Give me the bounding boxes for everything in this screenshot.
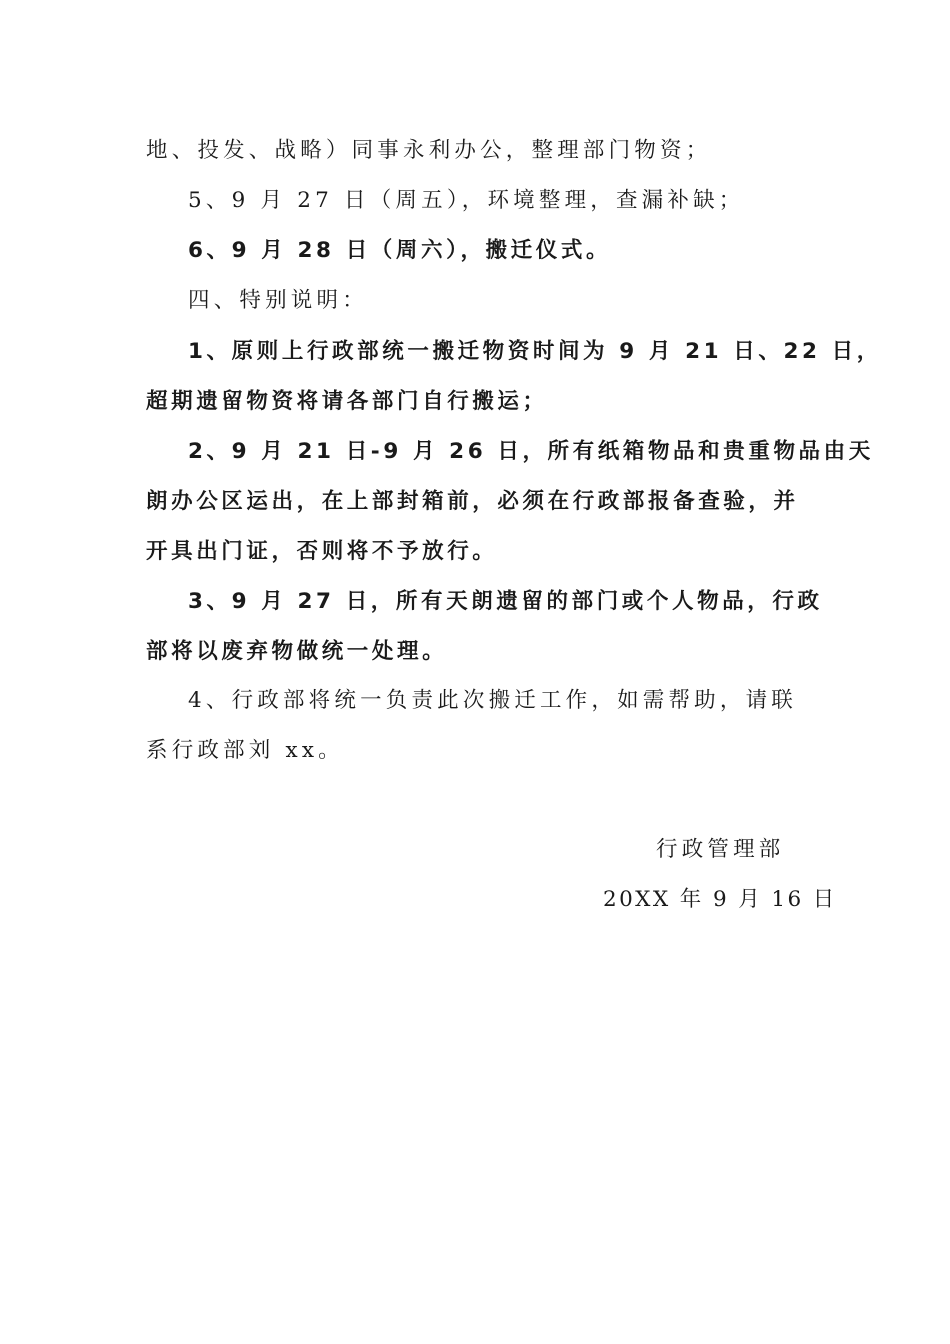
paragraph-line: 2、9 月 21 日-9 月 26 日，所有纸箱物品和贵重物品由天: [188, 439, 874, 464]
section-heading: 四、特别说明：: [188, 288, 368, 313]
paragraph-line: 超期遗留物资将请各部门自行搬运；: [146, 389, 548, 414]
paragraph-line: 1、原则上行政部统一搬迁物资时间为 9 月 21 日、22 日，: [188, 339, 882, 364]
paragraph-line: 系行政部刘 xx。: [146, 738, 344, 763]
paragraph-line: 4、行政部将统一负责此次搬迁工作，如需帮助，请联: [188, 688, 797, 713]
paragraph-line: 地、投发、战略）同事永利办公，整理部门物资；: [146, 138, 712, 163]
paragraph-line: 6、9 月 28 日（周六），搬迁仪式。: [188, 238, 612, 263]
paragraph-line: 朗办公区运出，在上部封箱前，必须在行政部报备查验，并: [146, 489, 799, 514]
paragraph-line: 5、9 月 27 日（周五），环境整理，查漏补缺；: [188, 188, 745, 213]
signature-date: 20XX 年 9 月 16 日: [603, 887, 837, 912]
paragraph-line: 部将以废弃物做统一处理。: [146, 639, 448, 664]
paragraph-line: 3、9 月 27 日，所有天朗遗留的部门或个人物品，行政: [188, 589, 823, 614]
signature-department: 行政管理部: [656, 837, 785, 862]
paragraph-line: 开具出门证，否则将不予放行。: [146, 539, 498, 564]
